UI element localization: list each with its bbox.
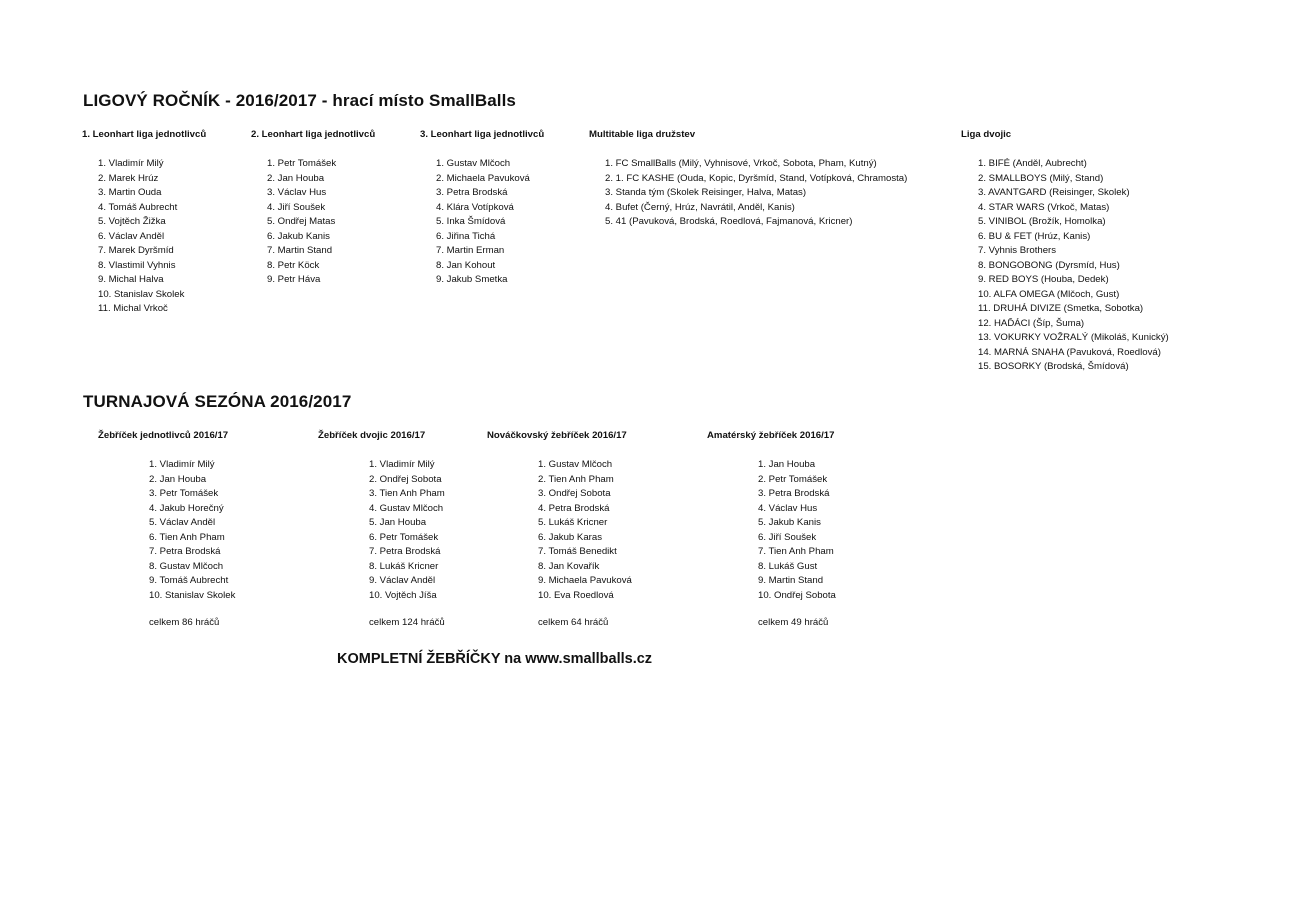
column-heading: 3. Leonhart liga jednotlivců [420,129,545,140]
list-item: 9. Petr Háva [267,274,321,285]
ranking-list [98,157,206,317]
list-item: 6. Jakub Karas [538,531,602,543]
list-item: 5. Jan Houba [369,517,427,528]
list-item: 5. Lukáš Kricner [538,517,608,528]
list-item: 4. Tomáš Aubrecht [98,201,178,213]
list-item: 8. Vlastimil Vyhnis [98,259,176,271]
ranking-list [369,458,445,603]
player-total: celkem 124 hráčů [369,617,445,628]
list-item: 6. Jiří Soušek [758,531,817,543]
list-item: 3. Martin Ouda [98,187,162,198]
list-item: 14. MARNÁ SNAHA (Pavuková, Roedlová) [978,346,1161,358]
list-item: 10. Ondřej Sobota [758,589,836,601]
ranking-list [149,458,235,603]
list-item: 6. Petr Tomášek [369,531,439,543]
tournament-column-newcomers [487,430,632,603]
list-item: 4. STAR WARS (Vrkoč, Matas) [978,201,1110,213]
list-item: 9. Tomáš Aubrecht [149,575,229,586]
list-item: 7. Vyhnis Brothers [978,245,1057,256]
list-item: 1. Vladimír Milý [369,459,435,470]
list-item: 1. Jan Houba [758,459,816,470]
list-item: 7. Martin Erman [436,245,505,256]
league-column-1 [82,129,206,317]
list-item: 12. HAĎÁCI (Šíp, Šuma) [978,317,1085,329]
list-item: 6. Václav Anděl [98,230,165,242]
list-item: 7. Petra Brodská [149,546,221,557]
list-item: 3. Petra Brodská [436,187,508,198]
list-item: 11. DRUHÁ DIVIZE (Smetka, Sobotka) [978,303,1144,314]
column-heading: Multitable liga družstev [589,129,696,140]
tournament-column-amateurs [707,430,836,603]
list-item: 4. Gustav Mlčoch [369,502,444,514]
list-item: 11. Michal Vrkoč [98,303,168,314]
list-item: 9. Michal Halva [98,274,164,285]
tournament-column-singles [98,430,235,603]
list-item: 3. Tien Anh Pham [369,488,445,499]
list-item: 3. Václav Hus [267,187,327,198]
list-item: 5. Ondřej Matas [267,216,336,227]
list-item: 4. Bufet (Černý, Hrúz, Navrátil, Anděl, Kanis) [605,201,795,213]
list-item: 4. Jiří Soušek [267,201,326,213]
list-item: 9. Václav Anděl [369,575,436,586]
column-heading: 2. Leonhart liga jednotlivců [251,129,376,140]
list-item: 4. Klára Votípková [436,201,514,213]
list-item: 8. BONGOBONG (Dyrsmíd, Hus) [978,259,1120,271]
ranking-list [436,157,544,288]
tournament-title: TURNAJOVÁ SEZÓNA 2016/2017 [83,392,352,411]
ranking-list [538,458,632,603]
column-heading: 1. Leonhart liga jednotlivců [82,129,207,140]
list-item: 5. Václav Anděl [149,517,216,528]
list-item: 2. Petr Tomášek [758,473,828,485]
list-item: 2. 1. FC KASHE (Ouda, Kopic, Dyršmíd, Stand, Votípková, Chramosta) [605,172,908,184]
list-item: 6. Jakub Kanis [267,230,330,242]
list-item: 4. Jakub Horečný [149,502,224,514]
list-item: 5. 41 (Pavuková, Brodská, Roedlová, Fajmanová, Kricner) [605,216,853,227]
ranking-list [267,157,375,288]
player-total: celkem 86 hráčů [149,617,220,628]
list-item: 1. Gustav Mlčoch [436,158,511,169]
list-item: 8. Jan Kovařík [538,560,600,572]
list-item: 5. Jakub Kanis [758,517,821,528]
column-heading: Nováčkovský žebříček 2016/17 [487,430,627,441]
list-item: 3. AVANTGARD (Reisinger, Skolek) [978,187,1130,198]
list-item: 2. Ondřej Sobota [369,473,442,485]
list-item: 5. Inka Šmídová [436,216,506,227]
list-item: 3. Petra Brodská [758,488,830,499]
list-item: 2. Jan Houba [267,172,325,184]
player-total: celkem 49 hráčů [758,617,829,628]
list-item: 4. Petra Brodská [538,502,610,514]
column-heading: Liga dvojic [961,129,1012,140]
league-column-3 [420,129,544,288]
list-item: 1. Petr Tomášek [267,158,337,169]
list-item: 2. Michaela Pavuková [436,172,530,184]
list-item: 7. Petra Brodská [369,546,441,557]
list-item: 13. VOKURKY VOŽRALÝ (Mikoláš, Kunický) [978,332,1169,343]
list-item: 3. Standa tým (Skolek Reisinger, Halva, Matas) [605,187,807,198]
list-item: 10. Stanislav Skolek [149,589,236,601]
league-column-teams [589,129,907,230]
list-item: 8. Gustav Mlčoch [149,560,224,572]
ranking-list [758,458,836,603]
list-item: 15. BOSORKY (Brodská, Šmídová) [978,361,1129,372]
list-item: 9. Michaela Pavuková [538,575,632,586]
list-item: 6. Jiřina Tichá [436,230,496,242]
list-item: 7. Marek Dyršmíd [98,245,174,256]
column-heading: Žebříček jednotlivců 2016/17 [98,430,229,441]
list-item: 5. Vojtěch Žižka [98,216,166,227]
list-item: 3. Ondřej Sobota [538,488,611,499]
list-item: 6. BU & FET (Hrúz, Kanis) [978,230,1091,242]
column-heading: Amatérský žebříček 2016/17 [707,430,835,441]
list-item: 1. Vladimír Milý [98,158,164,169]
list-item: 10. Vojtěch Jíša [369,589,437,601]
list-item: 4. Václav Hus [758,502,818,514]
list-item: 7. Martin Stand [267,245,333,256]
list-item: 10. ALFA OMEGA (Mlčoch, Gust) [978,288,1120,300]
league-column-2 [251,129,375,288]
list-item: 9. RED BOYS (Houba, Dedek) [978,274,1109,285]
footer-link-text: KOMPLETNÍ ŽEBŘÍČKY na www.smallballs.cz [337,651,653,667]
list-item: 8. Lukáš Kricner [369,560,439,572]
ranking-list [605,157,907,230]
list-item: 10. Stanislav Skolek [98,288,185,300]
list-item: 7. Tomáš Benedikt [538,546,617,557]
list-item: 10. Eva Roedlová [538,589,614,601]
list-item: 1. BIFÉ (Anděl, Aubrecht) [978,158,1087,169]
tournament-column-pairs [318,430,445,603]
list-item: 8. Petr Köck [267,259,320,271]
column-heading: Žebříček dvojic 2016/17 [318,430,426,441]
player-total: celkem 64 hráčů [538,617,609,628]
list-item: 7. Tien Anh Pham [758,546,834,557]
list-item: 2. Jan Houba [149,473,207,485]
list-item: 1. Vladimír Milý [149,459,215,470]
league-title: LIGOVÝ ROČNÍK - 2016/2017 - hrací místo SmallBalls [83,91,516,110]
list-item: 8. Lukáš Gust [758,560,818,572]
league-column-pairs [961,129,1169,375]
list-item: 1. FC SmallBalls (Milý, Vyhnisové, Vrkoč, Sobota, Pham, Kutný) [605,158,877,169]
list-item: 2. Marek Hrúz [98,172,159,184]
list-item: 9. Martin Stand [758,575,824,586]
list-item: 8. Jan Kohout [436,259,496,271]
list-item: 2. SMALLBOYS (Milý, Stand) [978,172,1104,184]
list-item: 9. Jakub Smetka [436,274,508,285]
list-item: 1. Gustav Mlčoch [538,459,613,470]
ranking-list [978,157,1169,375]
list-item: 5. VINIBOL (Brožík, Homolka) [978,216,1106,227]
list-item: 6. Tien Anh Pham [149,531,225,543]
list-item: 2. Tien Anh Pham [538,473,614,485]
list-item: 3. Petr Tomášek [149,488,219,499]
